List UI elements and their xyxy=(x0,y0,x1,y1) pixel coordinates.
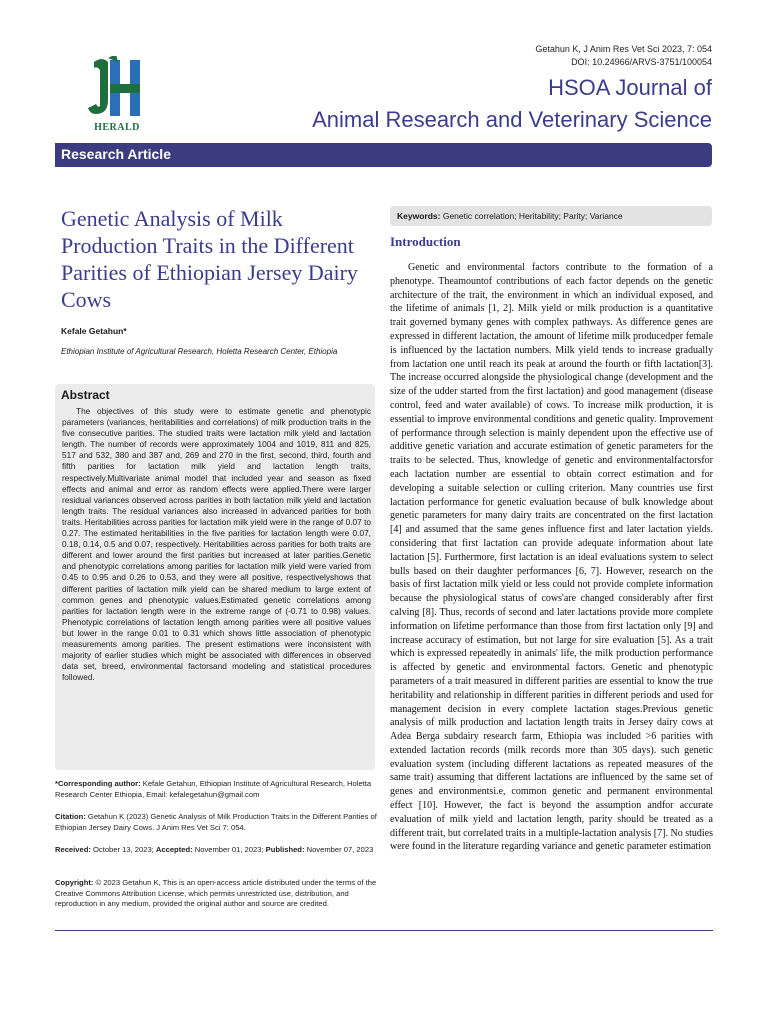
herald-logo-icon xyxy=(88,56,146,134)
author-name: Kefale Getahun* xyxy=(61,326,127,336)
keywords-box xyxy=(390,206,712,226)
article-type-label: Research Article xyxy=(61,146,171,162)
dates-note xyxy=(55,845,377,856)
article-citation: Getahun K, J Anim Res Vet Sci 2023, 7: 054 xyxy=(535,44,712,54)
abstract-heading: Abstract xyxy=(61,388,110,402)
journal-name-line1: HSOA Journal of xyxy=(548,75,712,100)
copyright-label: Copyright: xyxy=(55,878,94,887)
journal-name-line2: Animal Research and Veterinary Science xyxy=(312,107,712,132)
accepted-date: November 01, 2023; xyxy=(192,845,266,854)
received-label: Received: xyxy=(55,845,91,854)
citation-note xyxy=(55,812,377,833)
abstract-box xyxy=(55,384,375,770)
article-title: Genetic Analysis of Milk Production Traits in the Different Parities of Ethiopian Jersey Dairy Cows xyxy=(61,206,358,312)
corresponding-text: Kefale Getahun, Ethiopian Institute of Agricultural Research, Holetta Research Center Ethiopia, Email: kefalegetahun@gmail.com xyxy=(55,779,372,799)
introduction-body xyxy=(390,261,713,854)
keywords-label: Keywords: xyxy=(397,211,441,221)
article-type-band xyxy=(55,143,712,167)
column-divider-line xyxy=(55,930,713,931)
logo-wordmark: HERALD xyxy=(94,122,140,133)
published-label: Published: xyxy=(265,845,305,854)
citation-text: Getahun K (2023) Genetic Analysis of Milk Production Traits in the Different Parities of Ethiopian Jersey Dairy Cows. J Anim Res Vet Sci 7: 054. xyxy=(55,812,377,832)
keywords-text: Genetic correlation; Heritability; Parity; Variance xyxy=(440,211,623,221)
corresponding-label: *Corresponding author: xyxy=(55,779,141,788)
article-doi: DOI: 10.24966/ARVS-3751/100054 xyxy=(571,57,712,67)
corresponding-author-note xyxy=(55,779,377,800)
introduction-heading: Introduction xyxy=(390,234,461,249)
published-date: November 07, 2023 xyxy=(304,845,374,854)
citation-header xyxy=(535,43,712,69)
author-affiliation: Ethiopian Institute of Agricultural Research, Holetta Research Center, Ethiopia xyxy=(61,347,338,356)
citation-label: Citation: xyxy=(55,812,86,821)
received-date: October 13, 2023; xyxy=(90,845,156,854)
journal-name xyxy=(312,72,712,136)
copyright-text: © 2023 Getahun K, This is an open-access article distributed under the terms of the Creative Commons Attribution License, which permits unrestricted use, distribution, and reproduction in any medium, provided the original author and source are credited. xyxy=(55,878,377,908)
copyright-note xyxy=(55,878,377,910)
accepted-label: Accepted: xyxy=(155,845,193,854)
introduction-text: Genetic and environmental factors contribute to the formation of a phenotype. Theamountof contributions of each factor depends on the genetic architecture of the trait, the environment in which an individual exposed, and the lifetime of animals [1, 2]. Milk yield or milk production is a quantitative trait governed bymany genes with complex pathways. As difference genes are expressed in different lactation, the amount of lifetime milk producedper female is influenced by the lactation numbers. Milk yield tends to increase gradually from lactation one until reach its peak at around the fourth or fifth lactation[3]. The increase occurred alongside the physiological change (development and the size of the udder started from the first lactation) and good management (disease control, feed and water available) of cows. To increase milk production, it is essential to improve environmental conditions and genetic quality. Improvement of performance through selection is mainly dependent upon the effective use of additive genetic variation and accurate estimation of genetic parameters for the traits to be selected. Thus, knowledge of genetic and environmentalfactorsfor each lactation number are essential to obtain correct estimation and for developing a suitable selection or culling criterion. Many countries use first lactation performance for genetic evaluation because of bulk knowledge about genetic parameters for many dairy traits are concentrated on the first lactation [4] and assumed that the same genes influence first and later lactation yields. considering that first lactation can provide adequate information about late lactation [5]. Furthermore, first lactation is an ideal evaluations system to select bulls based on their daughter performances [6, 7]. However, research on the basis of first lactation milk yield or less could not provide complete information because the physiological status of cows'are changed considerably after first calving [8]. Thus, records of second and later lactations provide more complete information on lifetime performance than those from first lactation only [9] and increase accuracy of estimation, but not large for sire evaluation [5]. As a trait which is expressed repeatedly in animals' life, the milk production performance is affected by genetic and environmental factors. Genetic and phenotypic parameters of a trait measured in different parities are essential to know the true heritability and relationship in different parities in different periods and used for management decision in every complete lactation stages.Previous genetic analysis of milk production and lactation length traits in Jersey dairy cows at Adea Berga subdairy research farm, Ethiopia was included >6 parities with extended lactation records (milk records more than 305 days). such genetic evaluation system (including different lactations as repeated measures of the same trait) assuming that different lactations are influenced by the same set of genes and environmentsi.e, common genetic and permanent environmental effect [10]. However, the fact is beyond the assumption andfor accurate evaluation of milk yield and lactation length, parity should be treated as a different trait, but correlated traits in a multiple-lactation analysis [7]. No studies were found in the literature regarding variance and genetic parameter estimation xyxy=(390,262,713,853)
abstract-text: The objectives of this study were to estimate genetic and phenotypic parameters (variances, heritabilities and correlations) of milk production traits in the five consecutive parities. The studied traits were lactation milk yield and lactation length. The number of records were approximately 1004 and 1019, 811 and 825, 517 and 532, 380 and 387 and, 269 and 270 in the first, second, third, fourth and fifth parities for lactation milk yield and lactation length traits, respectively.Multivariate animal model that included year and season as fixed effects and animal and error as random effects were applied.There were larger residual variances observed across parities in both lactation milk yield and lactation length traits. The residual variances also increased in advanced parities for both traits. Heritabilities across parities for lactation milk yield were in the range of 0.07 to 0.27. The estimated heritabilities in the five parities for lactation length were 0.07, 0.18, 0.14, 0.5 and 0.07, respectively. Heritabilities across parities for both traits are different and lower around the first parities but increased at later parities.Genetic and phenotypic correlations among parities for lactation milk yield were varied from 0.45 to 0.95 and 0.26 to 0.53, and they were all positive, respectivelyshows that different parities of lactation milk yield can be shared medium to large extent of common genes and phenotypic values.Estimated genetic correlations among parities for lactation length were in the extreme range of (-0.71 to 0.98) values. Phenotypic correlations of lactation length among parities were all positive values but lower in the range 0.01 to 0.31 which shows little association of phenotypic measurements among parities. The present estimations were inconsistent with majority of earlier studies which might be associated with differences in observed data set, breed, environmental factorsand modeling and statistical procedures followed. xyxy=(62,406,371,683)
